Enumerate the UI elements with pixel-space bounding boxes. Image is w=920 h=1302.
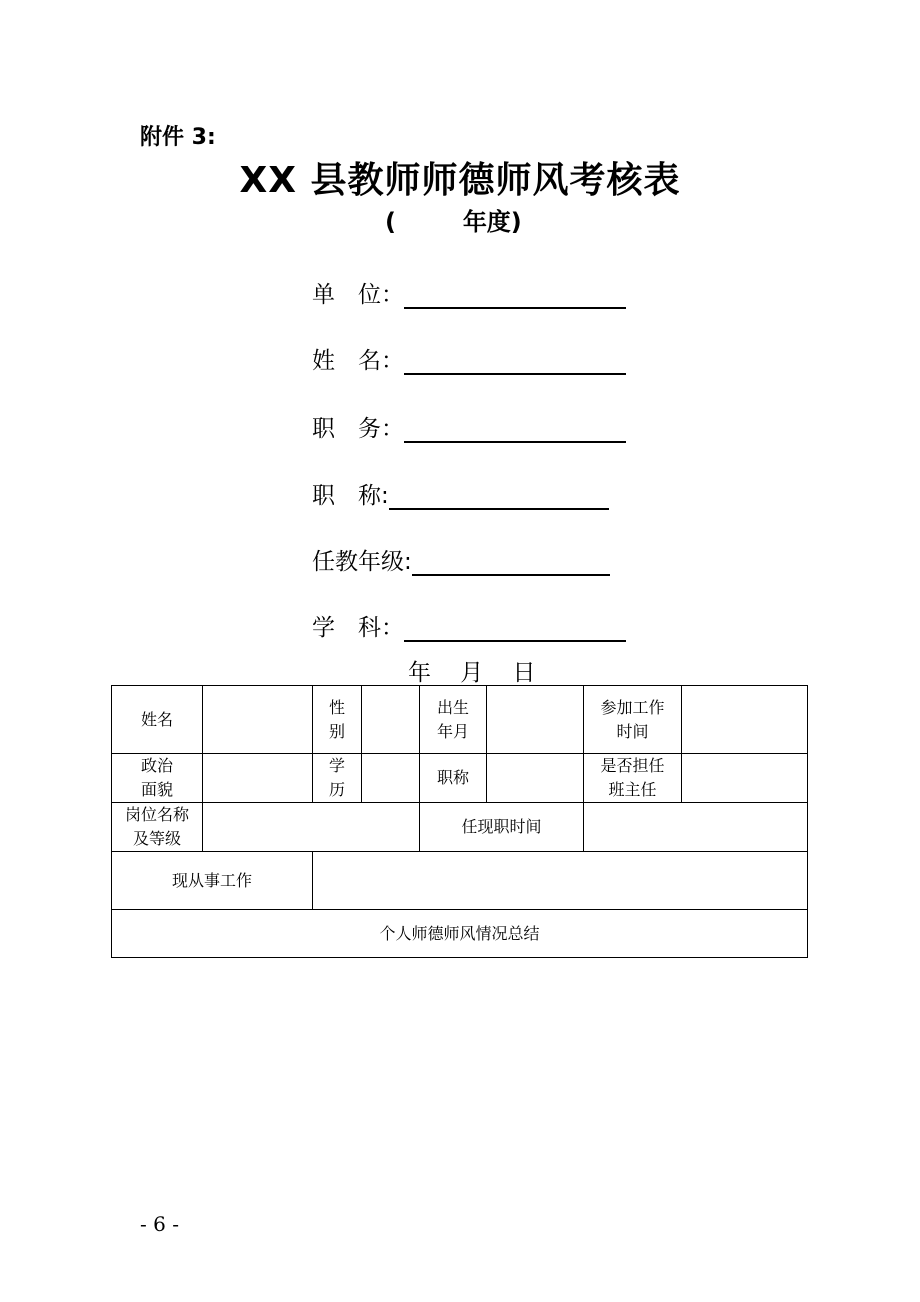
page-title: XX 县教师师德师风考核表 <box>239 160 681 201</box>
field-line-unit[interactable] <box>404 285 626 309</box>
cell-political-input[interactable] <box>203 754 313 803</box>
cell-position-level-input[interactable] <box>203 803 420 852</box>
field-label-duty: 职 务： <box>312 416 404 442</box>
cell-position-level-label: 岗位名称 及等级 <box>112 803 203 852</box>
field-name <box>312 342 626 375</box>
cell-name-label: 姓名 <box>112 686 203 754</box>
field-label-unit: 单 位： <box>312 282 404 308</box>
field-line-grade[interactable] <box>412 552 610 576</box>
field-line-subject[interactable] <box>404 618 626 642</box>
cell-birth-label: 出生 年月 <box>420 686 487 754</box>
cell-title-input[interactable] <box>487 754 584 803</box>
page-number: - 6 - <box>140 1212 179 1236</box>
cell-education-input[interactable] <box>362 754 420 803</box>
cell-birth-input[interactable] <box>487 686 584 754</box>
cell-work-start-label: 参加工作 时间 <box>584 686 682 754</box>
year-subtitle: ( 年度) <box>385 208 522 236</box>
cell-education-label: 学 历 <box>313 754 362 803</box>
cell-current-work-label: 现从事工作 <box>112 852 313 910</box>
field-line-duty[interactable] <box>404 419 626 443</box>
field-subject <box>312 609 626 642</box>
cell-current-work-input[interactable] <box>313 852 808 910</box>
field-grade <box>312 543 610 576</box>
cell-political-label: 政治 面貌 <box>112 754 203 803</box>
cell-title-label: 职称 <box>420 754 487 803</box>
cell-gender-input[interactable] <box>362 686 420 754</box>
field-label-grade: 任教年级: <box>312 549 412 575</box>
field-label-title: 职 称: <box>312 483 389 509</box>
cell-summary-header: 个人师德师风情况总结 <box>112 910 808 958</box>
field-label-subject: 学 科： <box>312 615 404 641</box>
date-line: 年 月 日 <box>408 660 536 686</box>
field-label-name: 姓 名： <box>312 348 404 374</box>
cell-current-position-time-input[interactable] <box>584 803 808 852</box>
attachment-label: 附件 3: <box>140 125 216 150</box>
cell-head-teacher-label: 是否担任 班主任 <box>584 754 682 803</box>
cell-head-teacher-input[interactable] <box>682 754 808 803</box>
field-duty <box>312 410 626 443</box>
field-unit <box>312 276 626 309</box>
cell-work-start-input[interactable] <box>682 686 808 754</box>
cell-name-input[interactable] <box>203 686 313 754</box>
cell-gender-label: 性 别 <box>313 686 362 754</box>
field-title <box>312 477 609 510</box>
field-line-name[interactable] <box>404 351 626 375</box>
assessment-table <box>111 685 808 958</box>
field-line-title[interactable] <box>389 486 609 510</box>
cell-current-position-time-label: 任现职时间 <box>420 803 584 852</box>
